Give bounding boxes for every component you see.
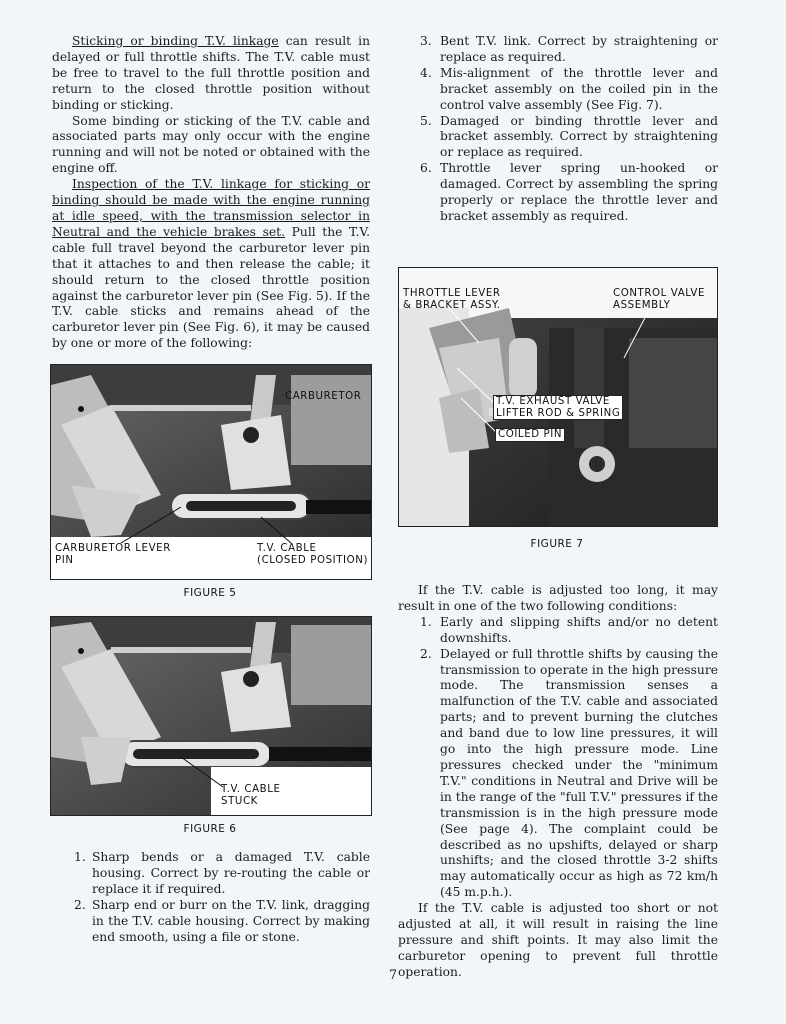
label-carburetor: CARBURETOR — [285, 391, 362, 402]
list-item: 5. Damaged or binding throttle lever and bracket assembly. Correct by straightening or replace as required. — [420, 113, 718, 160]
list-item: 4. Mis-alignment of the throttle lever and bracket assembly on the coiled pin in the control valve assembly (See Fig. 7). — [420, 65, 718, 112]
label-carburetor-lever: CARBURETOR LEVER PIN — [55, 543, 171, 566]
label-tv-exhaust-valve: T.V. EXHAUST VALVE LIFTER ROD & SPRING — [493, 395, 623, 420]
figure-6-photo — [50, 616, 372, 816]
list-item: 2. Sharp end or burr on the T.V. link, dragging in the T.V. cable housing. Correct by making end smooth, using a file or stone. — [74, 897, 370, 944]
label-control-valve: CONTROL VALVE ASSEMBLY — [613, 288, 706, 311]
left-column — [52, 34, 370, 352]
causes-list-right — [398, 34, 718, 225]
paragraph-inspection: Inspection of the T.V. linkage for sticking or binding should be made with the engine running at idle speed, with the transmission selector in Neutral and the vehicle brakes set. Pull the T.V. cable full travel beyond the carburetor lever pin that it attaches to and then release the cable; it should return to the closed throttle position against the carburetor lever pin (See Fig. 5). If the T.V. cable sticks and remains ahead of the carburetor lever pin (See Fig. 6), it may be caused by one or more of the following: — [52, 177, 370, 351]
figure-7-caption: FIGURE 7 — [530, 538, 584, 550]
paragraph-cable-too-short: If the T.V. cable is adjusted too short or not adjusted at all, it will result in raising the line pressure and shift points. It may also limit the carburetor opening to prevent full throttle operation. — [398, 901, 718, 979]
figure-7-photo — [398, 267, 718, 527]
figure-5-caption: FIGURE 5 — [183, 587, 237, 599]
list-item: 2. Delayed or full throttle shifts by causing the transmission to operate in the high pressure mode. The transmission senses a malfunction of the T.V. cable and associated parts; and to prevent burning the clutches and band due to low line pressures, it will go into the high pressure mode. Line pressures checked under the "minimum T.V." conditions in Neutral and Drive will be in the range of the "full T.V." pressures if the transmission is in the high pressure mode (See page 4). The complaint could be described as no upshifts, delayed or sharp unshifts; and the closed throttle 3-2 shifts may automatically occur as high as 72 km/h (45 m.p.h.). — [420, 646, 718, 900]
label-coiled-pin: COILED PIN — [495, 428, 565, 442]
page-number: 7 — [388, 968, 398, 983]
label-tv-cable-closed: T.V. CABLE (CLOSED POSITION) — [257, 543, 369, 566]
list-item: 3. Bent T.V. link. Correct by straightening or replace as required. — [420, 34, 718, 64]
list-item: 1. Early and slipping shifts and/or no detent downshifts. — [420, 614, 718, 645]
label-throttle-lever: THROTTLE LEVER & BRACKET ASSY. — [403, 288, 501, 311]
figure-5-photo — [50, 364, 372, 580]
underlined-phrase: Inspection of the T.V. linkage for sticking or binding should be made with the engine running at idle speed, with the transmission selector in Neutral and the vehicle brakes set. — [52, 177, 370, 239]
paragraph-cable-too-long: If the T.V. cable is adjusted too long, it may result in one of the two following conditions: — [398, 583, 718, 613]
list-item: 1. Sharp bends or a damaged T.V. cable housing. Correct by re-routing the cable or replace it if required. — [74, 850, 370, 896]
right-column-bottom — [398, 583, 718, 981]
figure-6-illustration — [51, 617, 371, 815]
label-tv-cable-stuck: T.V. CABLE STUCK — [221, 784, 281, 807]
right-column-top — [398, 34, 718, 225]
list-item: 6. Throttle lever spring un-hooked or damaged. Correct by assembling the spring properly or replace the throttle lever and bracket assembly as required. — [420, 161, 718, 223]
paragraph-sticking: Sticking or binding T.V. linkage can result in delayed or full throttle shifts. The T.V. cable must be free to travel to the full throttle position and return to the closed throttle position without binding or sticking. — [52, 34, 370, 112]
left-bottom-list — [52, 850, 370, 945]
causes-list-left — [52, 850, 370, 945]
conditions-list — [398, 615, 718, 901]
figure-6-caption: FIGURE 6 — [183, 823, 237, 835]
paragraph-engine-running: Some binding or sticking of the T.V. cable and associated parts may only occur with the engine running and will not be noted or obtained with the engine off. — [52, 113, 370, 176]
underlined-phrase: Sticking or binding T.V. linkage — [72, 34, 279, 48]
